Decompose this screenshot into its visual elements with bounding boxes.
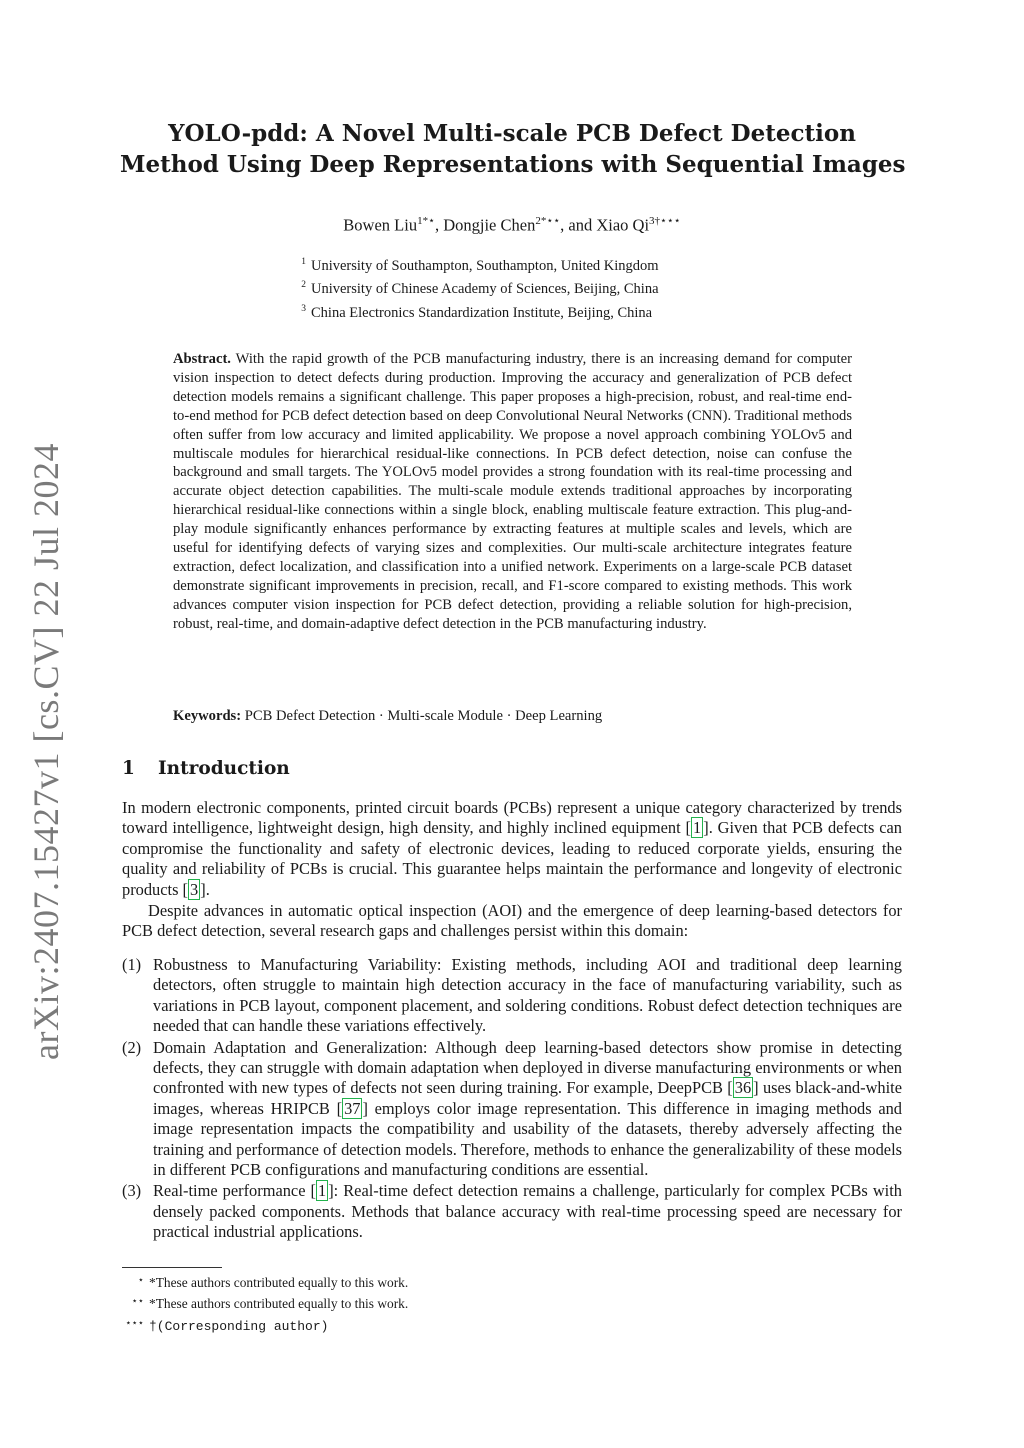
author-marks: 1*⋆ <box>417 215 435 227</box>
title-line-1: YOLO-pdd: A Novel Multi-scale PCB Defect Detection <box>168 120 856 147</box>
abstract-label: Abstract. <box>173 351 231 367</box>
affiliation-number: 1 <box>301 257 306 267</box>
footnote-text: *These authors contributed equally to this work. <box>149 1275 409 1290</box>
list-item-text: Domain Adaptation and Generalization: Although deep learning-based detectors show promise in detecting defects, they can struggle with domain adaptation when deployed in diverse manufacturing environments or when confronted with new types of defects not seen during training. For example, DeepPCB <box>153 1037 902 1098</box>
list-item-text: employs color image representation. This difference in imaging methods and image representation impacts the compatibility and usability of the datasets, thereby adversely affecting the training and performance of detection models. Therefore, methods to enhance the generalizability of these models in different PCB configurations and manufacturing conditions are essential. <box>153 1098 902 1180</box>
paragraph-text: . Given that PCB defects can compromise the functionality and safety of electronic devices, leading to reduced corporate yields, ensuring the quality and reliability of PCBs is crucial. This guarantee helps maintain the performance and longevity of electronic products <box>122 818 902 899</box>
list-item <box>122 955 902 1037</box>
footnote-mark: ⋆⋆ <box>131 1296 144 1308</box>
paragraph-text: . <box>205 879 210 899</box>
list-item: (3) Real-time performance [ 1 ]: Real-time defect detection remains a challenge, particularly for complex PCBs with densely packed components. Methods that balance accuracy with real-time processing speed are necessary for practical industrial applications. <box>122 1181 902 1242</box>
affiliation-text: China Electronics Standardization Institute, Beijing, China <box>311 304 653 321</box>
affiliations <box>292 253 752 323</box>
author-separator: , and <box>560 215 597 235</box>
footnote-mark: ⋆⋆⋆ <box>125 1317 144 1329</box>
citation-link[interactable]: 3 <box>190 879 199 899</box>
author-marks: 3†⋆⋆⋆ <box>649 215 681 227</box>
list-item-text: uses black-and-white images, whereas HRIPCB <box>153 1078 903 1118</box>
keywords <box>173 708 852 725</box>
footnote-text: *These authors contributed equally to this work. <box>149 1296 409 1312</box>
footnote-mark: ⋆ <box>137 1275 144 1286</box>
footnote-divider <box>122 1267 222 1268</box>
affiliation <box>292 253 752 276</box>
citation-link[interactable]: 1 <box>317 1181 327 1201</box>
list-item: (2) Domain Adaptation and Generalization: Although deep learning-based detectors show promise in detecting defects, they can struggle with domain adaptation when deployed in diverse manufacturing environments or when confronted with new types of defects not seen during training. For example, DeepPCB [ 36 ] uses black-and-white images, whereas HRIPCB [ 37 ] employs color image representation. This difference in imaging methods and image representation impacts the compatibility and usability of the datasets, thereby adversely affecting the training and performance of detection models. Therefore, methods to enhance the generalizability of these models in different PCB configurations and manufacturing conditions are essential. <box>122 1037 903 1180</box>
section-number: 1 <box>122 758 135 779</box>
intro-paragraph-1: In modern electronic components, printed circuit boards (PCBs) represent a unique category characterized by trends toward intelligence, lightweight design, high density, and highly inclined equipment [ 1 ]. Given that PCB defects can compromise the functionality and safety of electronic devices, leading to reduced corporate yields, ensuring the quality and reliability of PCBs is crucial. This guarantee helps maintain the performance and longevity of electronic products [ 3 ]. <box>122 798 902 899</box>
list-marker: (3) <box>122 1181 142 1201</box>
abstract <box>173 350 852 634</box>
footnote <box>106 1314 906 1336</box>
author-separator: , <box>434 215 444 235</box>
list-item-text: Real-time performance <box>153 1181 311 1201</box>
citation-link[interactable]: 1 <box>693 818 702 838</box>
list-marker: (2) <box>122 1037 142 1057</box>
list-item-text: Robustness to Manufacturing Variability: Existing methods, including AOI and traditional deep learning detectors, often struggle to maintain high detection accuracy in the face of manufacturing variability, such as variations in PCB layout, component placement, and soldering conditions. Robust defect detection techniques are needed that can handle these variations effectively. <box>153 955 902 1036</box>
keywords-label: Keywords: <box>173 708 242 724</box>
title-line-2: Method Using Deep Representations with Sequential Images <box>120 151 906 178</box>
keywords-text: PCB Defect Detection · Multi-scale Module · Deep Learning <box>244 708 603 724</box>
section-heading <box>122 758 290 779</box>
footnote <box>106 1271 906 1292</box>
affiliation <box>292 276 752 299</box>
affiliation <box>292 300 752 323</box>
affiliation-number: 2 <box>301 280 306 291</box>
author-name: Dongjie Chen <box>443 215 536 235</box>
intro-paragraph-2: Despite advances in automatic optical inspection (AOI) and the emergence of deep learning-based detectors for PCB defect detection, several research gaps and challenges persist within this domain: <box>122 901 902 941</box>
author-name: Xiao Qi <box>596 215 650 235</box>
affiliation-number: 3 <box>301 303 306 314</box>
footnote-text: †(Corresponding author) <box>149 1318 329 1334</box>
challenges-list <box>122 955 902 1244</box>
affiliation-text: University of Chinese Academy of Sciences, Beijing, China <box>311 281 659 298</box>
footnote <box>106 1292 906 1313</box>
list-item-text: : Real-time defect detection remains a challenge, particularly for complex PCBs with densely packed components. Methods that balance accuracy with real-time processing speed are necessary for practical industrial applications. <box>153 1181 902 1242</box>
author-marks: 2*⋆⋆ <box>535 215 561 227</box>
abstract-text: With the rapid growth of the PCB manufacturing industry, there is an increasing demand for computer vision inspection to detect defects during production. Improving the accuracy and generalization of PCB defect detection models remains a significant challenge. This paper proposes a high-precision, robust, and real-time end-to-end method for PCB defect detection based on deep Convolutional Neural Networks (CNN). Traditional methods often suffer from low accuracy and limited applicability. We propose a novel approach combining YOLOv5 and multiscale modules for hierarchical residual-like connections. In PCB defect detection, noise can confuse the background and small targets. The YOLOv5 model provides a strong foundation with its real-time processing and accurate object detection capabilities. The multi-scale module extends traditional approaches by incorporating hierarchical residual-like connections within a single block, enabling multiscale feature extraction. This plug-and-play module significantly enhances performance by extracting features at multiple scales and levels, which are useful for identifying defects of varying sizes and complexities. Our multi-scale architecture integrates feature extraction, defect localization, and classification into a unified network. Experiments on a large-scale PCB dataset demonstrate significant improvements in precision, recall, and F1-score compared to existing methods. This work advances computer vision inspection for PCB defect detection, providing a reliable solution for high-precision, robust, real-time, and domain-adaptive defect detection in the PCB manufacturing industry. <box>173 351 852 632</box>
citation-link[interactable]: 37 <box>344 1098 361 1118</box>
list-marker: (1) <box>122 955 142 974</box>
footnotes <box>106 1271 906 1336</box>
paragraph-text: In modern electronic components, printed circuit boards (PCBs) represent a unique category characterized by trends toward intelligence, lightweight design, high density, and highly inclined equipment <box>122 798 902 838</box>
section-title: Introduction <box>158 758 290 779</box>
author-list <box>120 214 904 236</box>
affiliation-text: University of Southampton, Southampton, United Kingdom <box>311 257 659 274</box>
author-name: Bowen Liu <box>343 215 418 235</box>
arxiv-identifier[interactable]: arXiv:2407.15427v1 [cs.CV] 22 Jul 2024 <box>26 443 66 1060</box>
paper-title <box>120 118 904 180</box>
citation-link[interactable]: 36 <box>734 1078 752 1098</box>
